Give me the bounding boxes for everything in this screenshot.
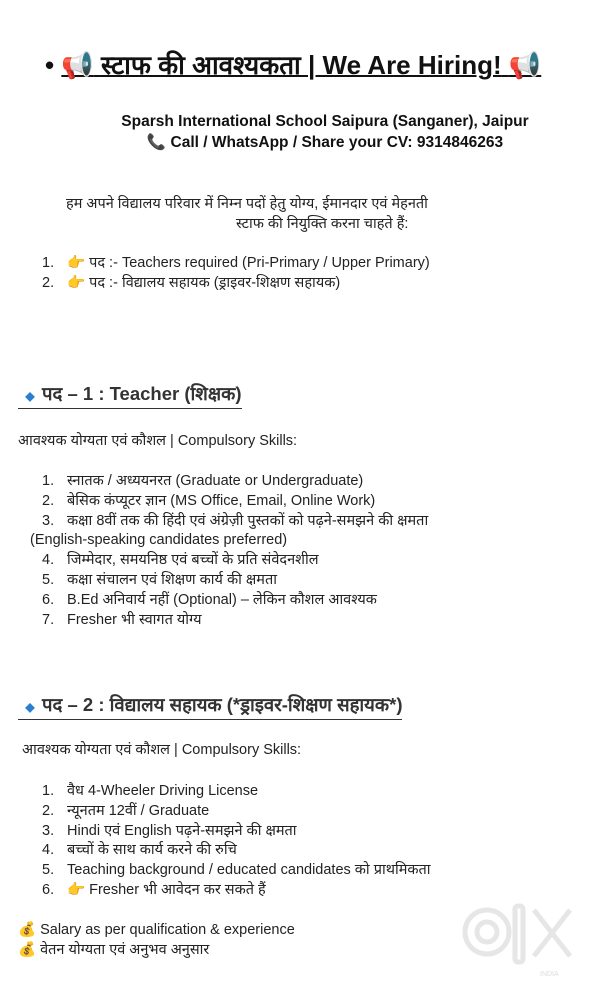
position-item xyxy=(42,274,340,292)
olx-india-text: INDIA xyxy=(540,971,559,978)
phone-icon: 📞 xyxy=(146,134,167,151)
contact-text: Call / WhatsApp / Share your CV: 9314846263 xyxy=(170,134,504,151)
skill-item xyxy=(42,512,428,530)
pointing-hand-icon: 👉 xyxy=(67,275,86,291)
item-number: 5. xyxy=(42,862,55,879)
item-text: Fresher भी स्वागत योग्य xyxy=(67,611,202,628)
olx-watermark-logo xyxy=(462,900,577,980)
megaphone-icon: 📢 xyxy=(508,50,542,80)
item-number: 3. xyxy=(42,512,55,529)
item-text: बच्चों के साथ कार्य करने की रुचि xyxy=(67,842,237,859)
item-number: 1. xyxy=(42,473,55,489)
item-text: बेसिक कंप्यूटर ज्ञान (MS Office, Email, Online Work) xyxy=(67,492,376,509)
item-number: 6. xyxy=(42,882,55,898)
item-number: 3. xyxy=(42,822,55,839)
position-item xyxy=(42,254,430,272)
salary-line-hi xyxy=(18,941,209,959)
title-text: स्टाफ की आवश्यकता | We Are Hiring! xyxy=(100,50,502,80)
item-number: 4. xyxy=(42,552,55,569)
salary-text: वेतन योग्यता एवं अनुभव अनुसार xyxy=(40,942,210,958)
skill-item xyxy=(42,822,297,840)
heading-text: पद – 1 : Teacher (शिक्षक) xyxy=(42,383,242,404)
school-name: Sparsh International School Saipura (Sanganer), Jaipur xyxy=(121,113,529,130)
item-number: 2. xyxy=(42,492,55,509)
blue-diamond-icon: ◆ xyxy=(25,700,35,714)
salary-line-en xyxy=(18,921,295,939)
skill-item xyxy=(30,531,287,549)
item-text: Fresher भी आवेदन कर सकते हैं xyxy=(89,882,266,898)
pointing-hand-icon: 👉 xyxy=(67,882,86,898)
skill-item xyxy=(42,591,377,609)
blue-diamond-icon: ◆ xyxy=(25,389,35,403)
skill-item xyxy=(42,881,266,899)
page-title xyxy=(45,48,541,82)
item-text: Teaching background / educated candidates को प्राथमिकता xyxy=(67,862,431,879)
bullet: • xyxy=(45,50,55,80)
item-text: स्नातक / अध्ययनरत (Graduate or Undergraduate) xyxy=(67,473,364,489)
pointing-hand-icon: 👉 xyxy=(67,255,86,271)
skill-item xyxy=(42,611,202,629)
skill-item xyxy=(42,551,319,569)
skill-item xyxy=(42,861,431,879)
item-text: कक्षा 8वीं तक की हिंदी एवं अंग्रेज़ी पुस्तकों को पढ़ने-समझने की क्षमता xyxy=(67,512,429,529)
heading-text: पद – 2 : विद्यालय सहायक (*ड्राइवर-शिक्षण सहायक*) xyxy=(42,694,403,715)
megaphone-icon: 📢 xyxy=(61,50,94,80)
item-text: जिम्मेदार, समयनिष्ठ एवं बच्चों के प्रति संवेदनशील xyxy=(67,552,319,569)
item-text: पद :- Teachers required (Pri-Primary / Upper Primary) xyxy=(89,255,430,271)
item-number: 1. xyxy=(42,255,55,271)
item-text: कक्षा संचालन एवं शिक्षण कार्य की क्षमता xyxy=(67,572,277,588)
section2-heading xyxy=(18,693,402,720)
item-text: वैध 4-Wheeler Driving License xyxy=(67,783,259,799)
item-text: Hindi एवं English पढ़ने-समझने की क्षमता xyxy=(67,822,297,839)
item-text: न्यूनतम 12वीं / Graduate xyxy=(67,802,210,819)
money-bag-icon: 💰 xyxy=(18,942,37,958)
item-text: पद :- विद्यालय सहायक (ड्राइवर-शिक्षण सहायक) xyxy=(89,275,341,291)
section2-skills-label: आवश्यक योग्यता एवं कौशल | Compulsory Skills: xyxy=(22,742,302,758)
item-number: 6. xyxy=(42,591,55,608)
item-number: 4. xyxy=(42,842,55,859)
item-number: 1. xyxy=(42,783,55,799)
item-number: 7. xyxy=(42,611,55,628)
skill-item xyxy=(42,802,209,820)
skill-item xyxy=(42,841,237,859)
contact-line xyxy=(0,133,607,153)
section1-heading xyxy=(18,382,242,409)
skill-item xyxy=(42,782,258,800)
skill-item xyxy=(42,492,375,510)
intro-line-1: हम अपने विद्यालय परिवार में निम्न पदों हेतु योग्य, ईमानदार एवं मेहनती xyxy=(66,196,428,212)
item-number: 2. xyxy=(42,275,55,291)
salary-text: Salary as per qualification & experience xyxy=(40,922,295,938)
money-bag-icon: 💰 xyxy=(18,922,37,938)
skill-item xyxy=(42,472,363,490)
item-number: 5. xyxy=(42,572,55,588)
intro-line-2: स्टाफ की नियुक्ति करना चाहते हैं: xyxy=(236,216,409,232)
item-text: B.Ed अनिवार्य नहीं (Optional) – लेकिन कौशल आवश्यक xyxy=(67,591,377,608)
item-text: (English-speaking candidates preferred) xyxy=(30,532,288,549)
skill-item xyxy=(42,571,277,589)
item-number: 2. xyxy=(42,802,55,819)
section1-skills-label: आवश्यक योग्यता एवं कौशल | Compulsory Skills: xyxy=(18,433,298,449)
title-underlined xyxy=(61,50,541,80)
